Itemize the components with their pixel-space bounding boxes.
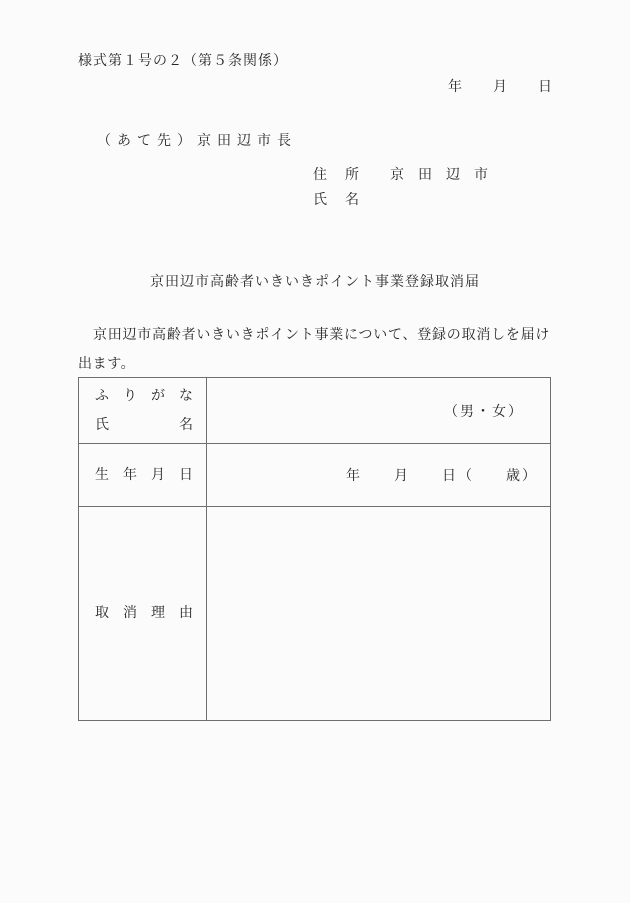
addressee-line: （あて先）京田辺市長 bbox=[97, 134, 297, 149]
furigana-name-label-cell bbox=[79, 378, 207, 444]
furigana-label: ふ り が な bbox=[95, 388, 193, 404]
body-paragraph: 京田辺市高齢者いきいきポイント事業について、登録の取消しを届け出ます。 bbox=[78, 328, 550, 372]
birthdate-entry-cell bbox=[207, 444, 550, 507]
reason-label: 取 消 理 由 bbox=[95, 606, 193, 621]
date-line: 年 月 日 bbox=[448, 80, 553, 95]
form-number: 様式第１号の２（第５条関係） bbox=[78, 54, 288, 69]
reason-entry-cell bbox=[207, 507, 550, 720]
applicant-name-label: 氏 名 bbox=[313, 193, 361, 208]
birthdate-label-cell bbox=[79, 444, 207, 507]
form-title: 京田辺市高齢者いきいきポイント事業登録取消届 bbox=[150, 275, 480, 290]
registration-table bbox=[78, 377, 551, 721]
applicant-address-label: 住 所 bbox=[313, 168, 361, 183]
birthdate-label: 生 年 月 日 bbox=[95, 467, 193, 483]
gender-note: （男・女） bbox=[444, 404, 524, 420]
name-label: 氏 名 bbox=[95, 417, 193, 433]
applicant-address-value: 京田辺市 bbox=[390, 168, 502, 183]
reason-label-cell bbox=[79, 507, 207, 720]
name-entry-cell bbox=[207, 378, 550, 444]
birthdate-value: 年 月 日（ 歳） bbox=[346, 469, 538, 484]
